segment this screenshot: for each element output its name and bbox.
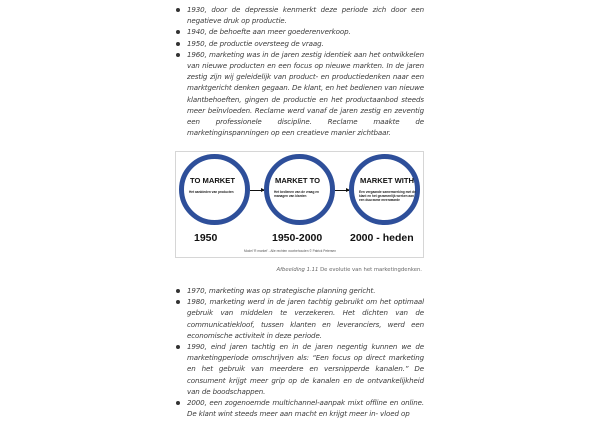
figure-caption <box>270 267 422 273</box>
bullet-icon <box>176 345 180 349</box>
bullet-icon <box>176 289 180 293</box>
list-item <box>176 341 424 397</box>
list-item <box>176 285 424 296</box>
circle-title: MARKET TO <box>275 176 320 185</box>
year-label: 2000 - heden <box>350 232 414 244</box>
year-label: 1950-2000 <box>272 232 323 244</box>
bullet-icon <box>176 8 180 12</box>
bullet-list-top <box>176 4 424 138</box>
figure-credit: Model 'R market' - Alle rechten voorbehouden © Patrick Petersen <box>244 249 336 253</box>
bullet-icon <box>176 401 180 405</box>
bullet-icon <box>176 30 180 34</box>
list-item <box>176 49 424 139</box>
circle-description: Een vergaande samenwerking met de klant en het gezamenlijk werken aan een duurzame meerwaarde <box>359 190 416 202</box>
list-item-text: 1950, de productie oversteeg de vraag. <box>187 38 324 48</box>
list-item <box>176 4 424 26</box>
list-item-text: 1980, marketing werd in de jaren tachtig gebruikt om het optimaal gebruik van middelen te verzekeren. Het dichten van de communicatiekloof, tussen klanten en leveranciers, werd een economische activiteit in deze periode. <box>187 297 424 340</box>
arrow-right-icon <box>250 190 264 191</box>
list-item-text: 2000, een zogenoemde multichannel-aanpak mixt offline en online. De klant wint steeds meer aan macht en krijgt meer in- vloed op <box>187 398 424 419</box>
list-item <box>176 26 424 37</box>
arrow-right-icon <box>335 190 349 191</box>
bullet-list-bottom <box>176 285 424 419</box>
circle-title: TO MARKET <box>190 176 235 185</box>
circle-to-market <box>179 154 250 225</box>
circle-description: Het aanbieden van producten <box>189 190 234 194</box>
list-item <box>176 296 424 341</box>
list-item-text: 1960, marketing was in de jaren zestig identiek aan het ontwikkelen van nieuwe producten en een focus op nieuwe markten. In de jaren zestig zijn wij geleidelijk van product- en productiedenken naar een marktgericht denken gegaan. De klant, en het bedienen van nieuwe klantbehoeften, gingen de productie en het productaanbod steeds meer beïnvloeden. Reclame werd vanaf de jaren zestig en zeventig een professionele discipline. Reclame maakte de marketinginspanningen op een creatieve manier zichtbaar. <box>187 49 424 138</box>
list-item-text: 1970, marketing was op strategische planning gericht. <box>187 286 376 295</box>
circle-market-to <box>264 154 335 225</box>
list-item-text: 1940, de behoefte aan meer goederenverkoop. <box>187 27 351 37</box>
bullet-icon <box>176 42 180 46</box>
circle-market-with <box>349 154 420 225</box>
caption-text: De evolutie van het marketingdenken. <box>318 267 422 273</box>
circle-description: Het bedienen van de vraag en managen van klanten <box>274 190 319 198</box>
year-label: 1950 <box>194 232 218 244</box>
list-item <box>176 397 424 419</box>
list-item-text: 1990, eind jaren tachtig en in de jaren negentig kunnen we de marketingperiode omschrijven als: “Een focus op direct marketing en het gebruik van meerdere en versnipperde kanalen.” De consument krijgt meer grip op de kanalen en de ontvankelijkheid van de boodschappen. <box>187 342 424 396</box>
list-item <box>176 38 424 49</box>
list-item-text: 1930, door de depressie kenmerkt deze periode zich door een negatieve druk op productie. <box>187 5 424 26</box>
marketing-evolution-figure <box>175 151 424 258</box>
bullet-icon <box>176 300 180 304</box>
bullet-icon <box>176 53 180 57</box>
circle-title: MARKET WITH <box>360 176 414 185</box>
caption-label: Afbeelding 1.11 <box>276 267 319 273</box>
